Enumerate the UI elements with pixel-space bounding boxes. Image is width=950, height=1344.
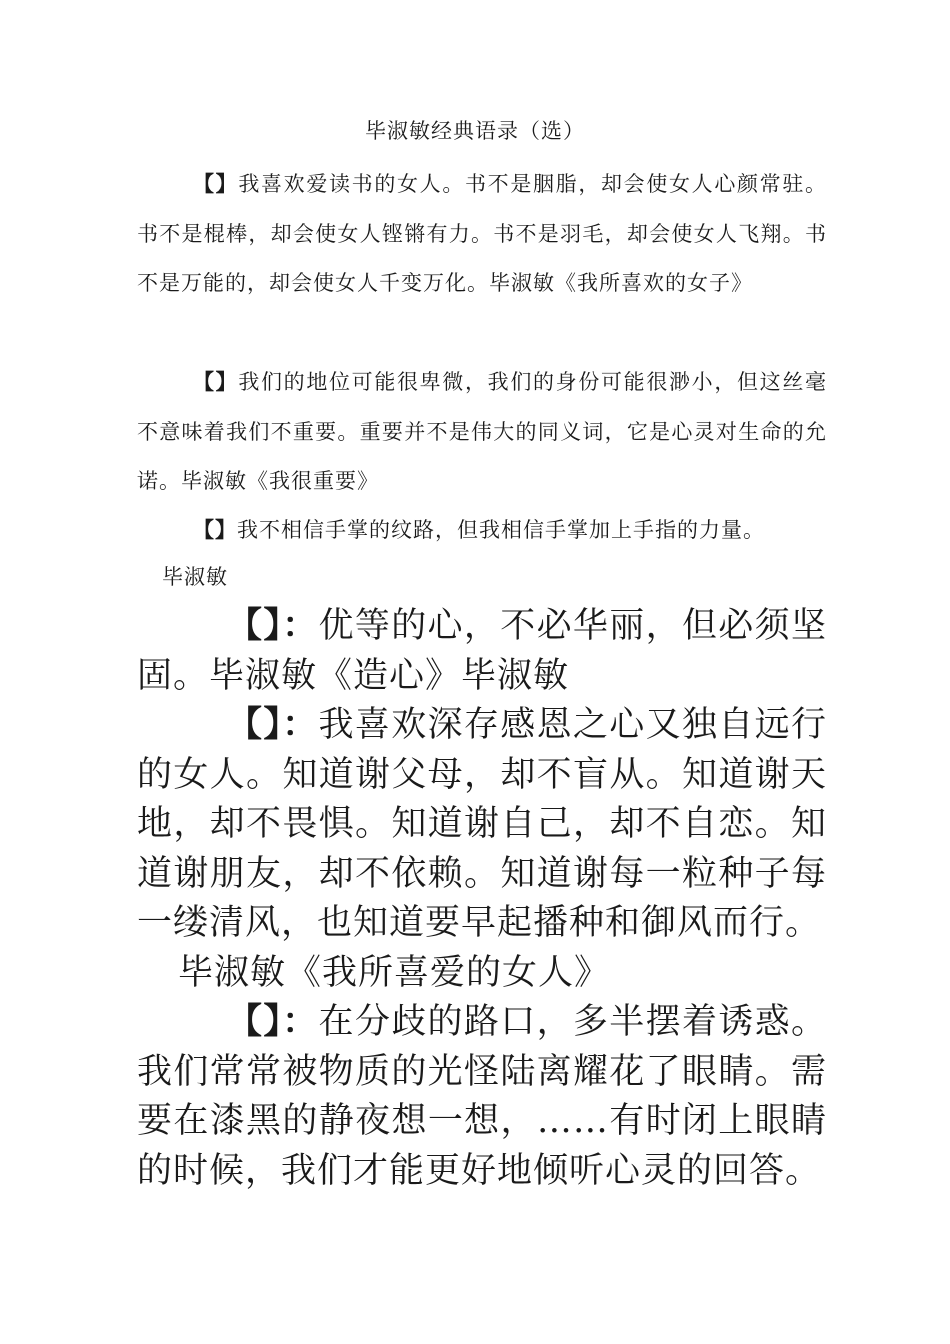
- quote-bracket: 【】: [193, 517, 237, 542]
- quote-paragraph: [137, 601, 827, 701]
- quote-paragraph: [137, 700, 827, 949]
- quote-text: 我喜欢深存感恩之心又独自远行的女人。知道谢父母，却不盲从。知道谢天地，却不畏惧。知道谢自己，却不自恋。知道谢朋友，却不依赖。知道谢每一粒种子每一缕清风，也知道要早起播种和御风而行。: [137, 705, 827, 943]
- quote-text: 在分歧的路口，多半摆着诱惑。我们常常被物质的光怪陆离耀花了眼睛。需要在漆黑的静夜想一想，……有时闭上眼睛的时候，我们才能更好地倾听心灵的回答。: [137, 1002, 827, 1191]
- quote-paragraph: [137, 505, 827, 556]
- quote-text: 我不相信手掌的纹路，但我相信手掌加上手指的力量。: [237, 518, 765, 542]
- quote-bracket: 【】: [193, 369, 239, 394]
- quote-text: 我喜欢爱读书的女人。书不是胭脂，却会使女人心颜常驻。书不是棍棒，却会使女人铿锵有力。书不是羽毛，却会使女人飞翔。书不是万能的，却会使女人千变万化。毕淑敏《我所喜欢的女子》: [137, 172, 828, 295]
- author-signature: 毕淑敏: [162, 565, 228, 589]
- quote-bracket: 【】：: [227, 704, 319, 745]
- quote-text: 优等的心，不必华丽，但必须坚固。毕淑敏《造心》毕淑敏: [137, 606, 827, 696]
- author-signature: 毕淑敏《我所喜爱的女人》: [178, 953, 611, 993]
- quote-bracket: 【】: [193, 171, 239, 196]
- quote-paragraph: [137, 357, 827, 507]
- document-title: 毕淑敏经典语录（选）: [365, 119, 585, 143]
- quote-paragraph: [137, 997, 827, 1196]
- quote-text: 我们的地位可能很卑微，我们的身份可能很渺小，但这丝毫不意味着我们不重要。重要并不是伟大的同义词，它是心灵对生命的允诺。毕淑敏《我很重要》: [137, 370, 828, 493]
- quote-paragraph: [137, 159, 827, 309]
- quote-bracket: 【】：: [227, 1001, 319, 1042]
- quote-bracket: 【】：: [227, 605, 319, 646]
